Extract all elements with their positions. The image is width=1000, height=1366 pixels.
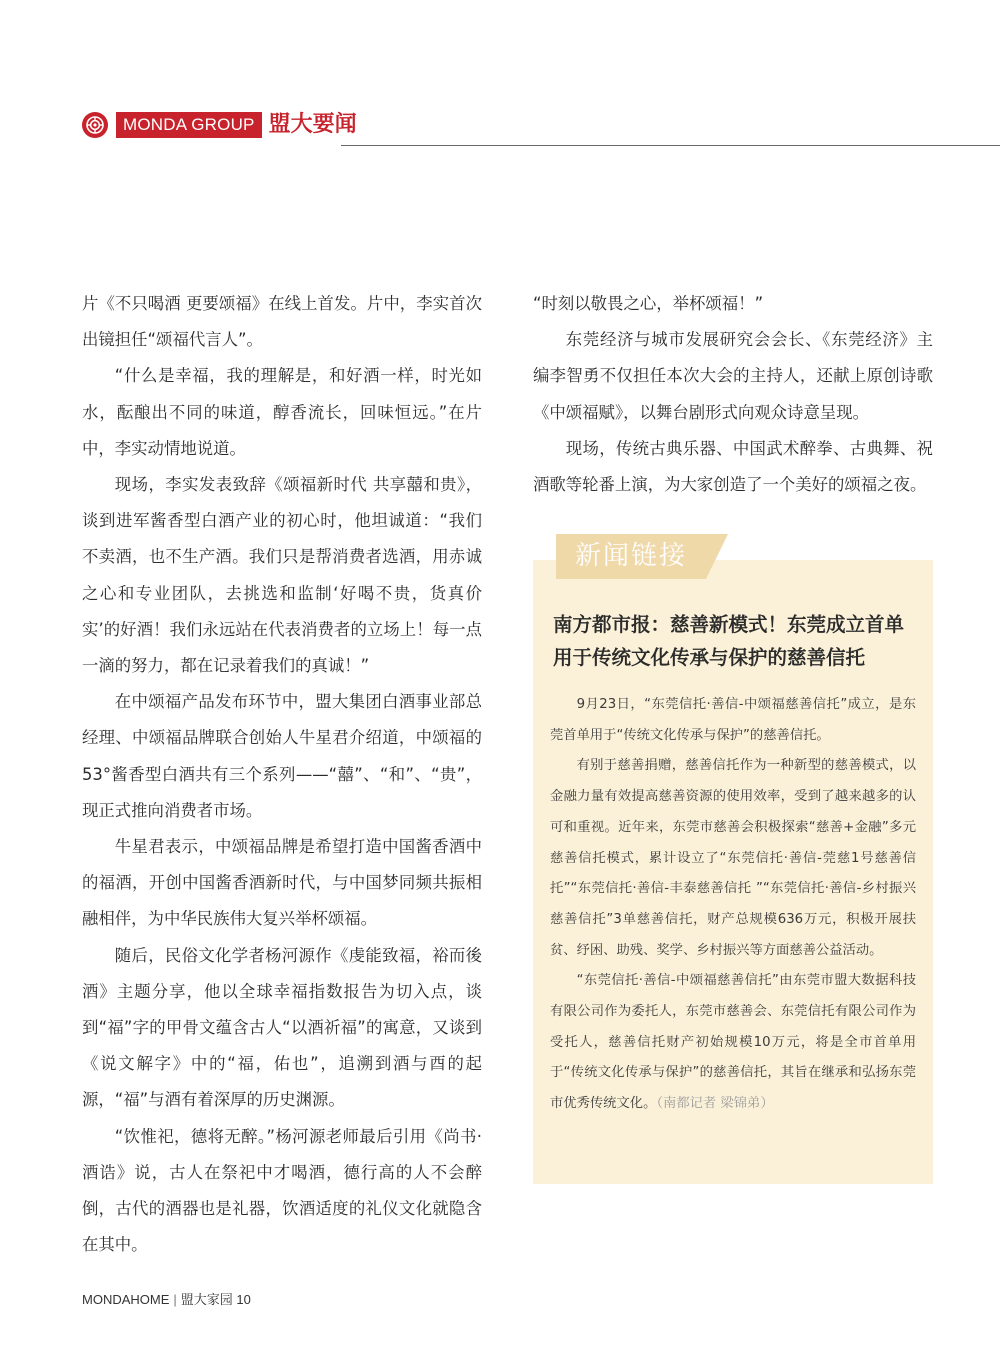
monda-logo-icon bbox=[82, 112, 108, 138]
paragraph: “饮惟祀，德将无醉。”杨河源老师最后引用《尚书·酒诰》说，古人在祭祀中才喝酒，德行高的人不会醉倒，古代的酒器也是礼器，饮酒适度的礼仪文化就隐含在其中。 bbox=[82, 1126, 482, 1255]
footer-separator: | bbox=[173, 1292, 177, 1307]
news-paragraph-text: “东莞信托·善信-中颂福慈善信托”由东莞市盟大数据科技有限公司作为委托人，东莞市慈善会、东莞信托有限公司作为受托人，慈善信托财产初始规模10万元，将是全市首单用于“传统文化传承与保护”的慈善信托，其旨在继承和弘扬东莞市优秀传统文化。 bbox=[550, 973, 916, 1112]
paragraph: 牛星君表示，中颂福品牌是希望打造中国酱香酒中的福酒，开创中国酱香酒新时代，与中国梦同频共振相融相伴，为中华民族伟大复兴举杯颂福。 bbox=[82, 837, 482, 929]
right-column bbox=[533, 286, 933, 503]
news-body bbox=[550, 690, 916, 1120]
paragraph: 现场，传统古典乐器、中国武术醉拳、古典舞、祝酒歌等轮番上演，为大家创造了一个美好的颂福之夜。 bbox=[533, 438, 933, 495]
paragraph: “什么是幸福，我的理解是，和好酒一样，时光如水，酝酿出不同的味道，醇香流长，回味恒远。”在片中，李实动情地说道。 bbox=[82, 366, 482, 458]
header-divider bbox=[341, 145, 1000, 146]
paragraph: 随后，民俗文化学者杨河源作《虔能致福，裕而後酒》主题分享，他以全球幸福指数报告为切入点，谈到“福”字的甲骨文蕴含古人“以酒祈福”的寓意，又谈到《说文解字》中的“福，佑也”，追溯到酒与酉的起源，“福”与酒有着深厚的历史渊源。 bbox=[82, 945, 482, 1110]
footer-brand: MONDAHOME bbox=[82, 1292, 170, 1307]
paragraph: “时刻以敬畏之心，举杯颂福！” bbox=[533, 294, 764, 313]
brand-label: MONDA GROUP bbox=[116, 112, 262, 138]
news-link-tab: 新闻链接 bbox=[556, 534, 706, 579]
footer-magazine: 盟大家园 bbox=[180, 1292, 233, 1307]
paragraph: 现场，李实发表致辞《颂福新时代 共享囍和贵》，谈到进军酱香型白酒产业的初心时，他坦诚道：“我们不卖酒，也不生产酒。我们只是帮消费者选酒，用赤诚之心和专业团队，去挑选和监制‘好喝不贵，货真价实’的好酒！我们永远站在代表消费者的立场上！每一点一滴的努力，都在记录着我们的真诚！” bbox=[82, 475, 482, 676]
page-number: 10 bbox=[236, 1292, 251, 1307]
paragraph: 在中颂福产品发布环节中，盟大集团白酒事业部总经理、中颂福品牌联合创始人牛星君介绍道，中颂福的53°酱香型白酒共有三个系列——“囍”、“和”、“贵”，现正式推向消费者市场。 bbox=[82, 692, 482, 820]
paragraph: 东莞经济与城市发展研究会会长、《东莞经济》主编李智勇不仅担任本次大会的主持人，还献上原创诗歌《中颂福赋》，以舞台剧形式向观众诗意呈现。 bbox=[533, 330, 933, 422]
news-paragraph: 有别于慈善捐赠，慈善信托作为一种新型的慈善模式，以金融力量有效提高慈善资源的使用效率，受到了越来越多的认可和重视。近年来，东莞市慈善会积极探索“慈善+金融”多元慈善信托模式，累计设立了“东莞信托·善信-莞慈1号慈善信托”“东莞信托·善信-丰泰慈善信托 ”“东莞信托·善信-乡村振兴慈善信托”3单慈善信托，财产总规模636万元，积极开展扶贫、纾困、助残、奖学、乡村振兴等方面慈善公益活动。 bbox=[550, 758, 916, 958]
reporter-credit: （南都记者 梁锦弟） bbox=[656, 1096, 774, 1112]
news-paragraph: 9月23日，“东莞信托·善信-中颂福慈善信托”成立，是东莞首单用于“传统文化传承与保护”的慈善信托。 bbox=[550, 697, 916, 743]
news-link-tab-corner bbox=[706, 534, 728, 579]
left-column bbox=[82, 286, 482, 1263]
page-footer bbox=[82, 1291, 251, 1309]
news-paragraph bbox=[550, 966, 916, 1120]
news-headline: 南方都市报：慈善新模式！东莞成立首单用于传统文化传承与保护的慈善信托 bbox=[553, 613, 905, 669]
paragraph: 片《不只喝酒 更要颂福》在线上首发。片中，李实首次出镜担任“颂福代言人”。 bbox=[82, 294, 482, 350]
section-title: 盟大要闻 bbox=[268, 112, 357, 137]
page-header bbox=[82, 110, 357, 140]
